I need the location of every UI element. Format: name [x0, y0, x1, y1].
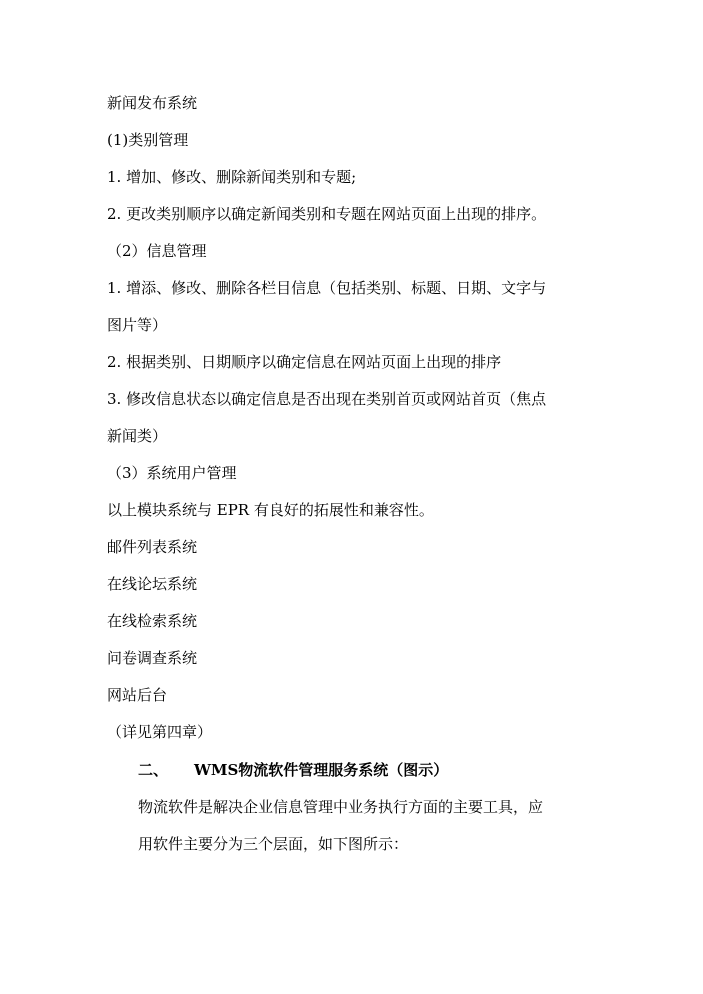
subsection-info-management: （2）信息管理 — [107, 242, 207, 260]
subsection-user-management: （3）系统用户管理 — [107, 464, 237, 482]
list-item: 1. 增加、修改、删除新闻类别和专题; — [107, 168, 357, 186]
section-heading-number: 二、 — [138, 761, 169, 779]
summary-text: 以上模块系统与 EPR 有良好的拓展性和兼容性。 — [107, 501, 434, 519]
system-title-backend: 网站后台 — [107, 686, 168, 704]
list-item-continuation: 图片等） — [107, 316, 168, 334]
system-title-news: 新闻发布系统 — [107, 94, 198, 112]
list-item-continuation: 新闻类） — [107, 427, 168, 445]
section-heading-title: WMS物流软件管理服务系统（图示） — [194, 761, 449, 779]
system-title-forum: 在线论坛系统 — [107, 575, 198, 593]
paragraph-line: 物流软件是解决企业信息管理中业务执行方面的主要工具，应 — [138, 798, 544, 816]
list-item: 2. 更改类别顺序以确定新闻类别和专题在网站页面上出现的排序。 — [107, 205, 547, 223]
system-title-search: 在线检索系统 — [107, 612, 198, 630]
list-item: 2. 根据类别、日期顺序以确定信息在网站页面上出现的排序 — [107, 353, 502, 371]
subsection-category-management: (1)类别管理 — [107, 131, 189, 149]
list-item: 3. 修改信息状态以确定信息是否出现在类别首页或网站首页（焦点 — [107, 390, 547, 408]
system-title-survey: 问卷调查系统 — [107, 649, 198, 667]
system-title-mailing-list: 邮件列表系统 — [107, 538, 198, 556]
paragraph-line: 用软件主要分为三个层面，如下图所示： — [138, 835, 409, 853]
section-heading — [138, 760, 448, 780]
list-item: 1. 增添、修改、删除各栏目信息（包括类别、标题、日期、文字与 — [107, 279, 547, 297]
reference-note: （详见第四章） — [107, 723, 213, 741]
